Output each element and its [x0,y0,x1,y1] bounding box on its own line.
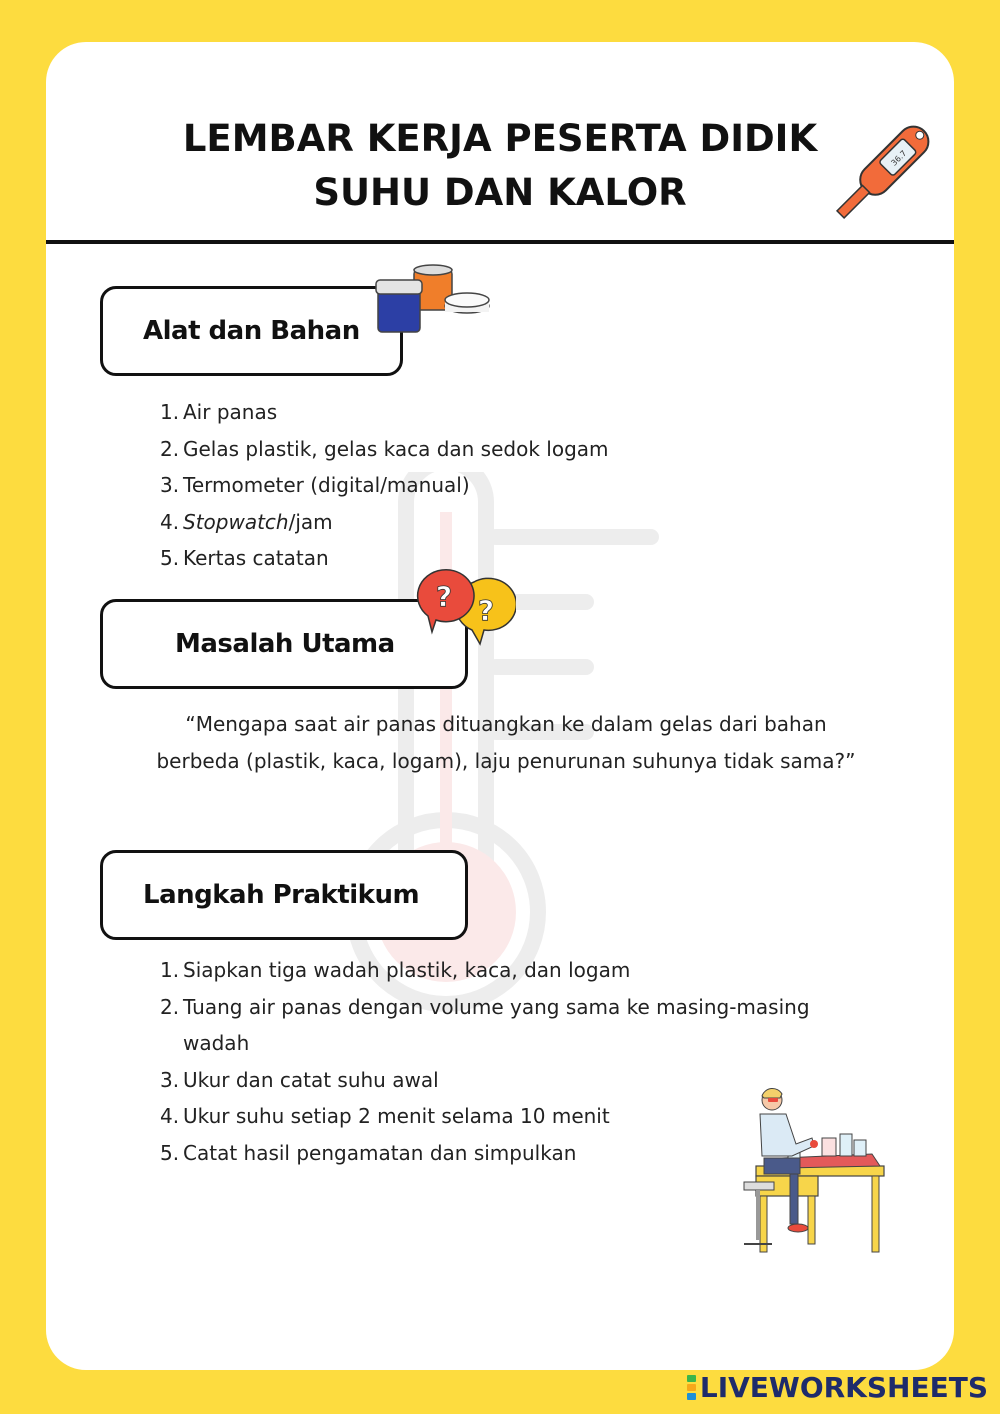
heading-masalah-label: Masalah Utama [175,629,395,659]
title-line-1: LEMBAR KERJA PESERTA DIDIK [182,117,818,160]
list-item: 5. Kertas catatan [160,546,329,570]
question-mark-red: ? [435,580,453,613]
jars-icon [372,264,492,336]
thermometer-reading: 36.7 [889,148,909,168]
list-item: 5. Catat hasil pengamatan dan simpulkan [160,1140,577,1165]
question-bubbles-icon [412,568,516,650]
logo-mark-icon [687,1375,696,1400]
main-question: “Mengapa saat air panas dituangkan ke dalam gelas dari bahan berbeda (plastik, kaca, logam), laju penurunan suhunya tidak sama?” [156,712,856,773]
list-item: 3. Ukur dan catat suhu awal [160,1067,439,1092]
section-heading-alat [100,286,403,376]
list-item: 4. Ukur suhu setiap 2 menit selama 10 menit [160,1104,610,1128]
list-item: 1. Air panas [160,400,278,424]
liveworksheets-logo [687,1371,988,1404]
page-title [46,112,954,220]
brand-name: LIVEWORKSHEETS [699,1371,988,1404]
scientist-illustration-icon [742,1082,886,1254]
worksheet-card [46,42,954,1370]
alat-list [160,394,609,577]
heading-langkah-label: Langkah Praktikum [143,880,420,910]
header-divider [46,240,954,244]
list-item: 1. Siapkan tiga wadah plastik, kaca, dan logam [160,958,631,982]
thermometer-icon [828,120,938,224]
section-heading-langkah [100,850,468,940]
heading-alat-label: Alat dan Bahan [143,316,360,346]
list-item: 2. Tuang air panas dengan volume yang sama ke masing-masing wadah [160,994,810,1055]
list-item: 2. Gelas plastik, gelas kaca dan sedok logam [160,436,609,461]
title-line-2: SUHU DAN KALOR [313,171,687,214]
question-mark-yellow: ? [477,594,495,627]
list-item: 3. Termometer (digital/manual) [160,473,470,497]
list-item: 4. Stopwatch/jam [160,509,333,534]
